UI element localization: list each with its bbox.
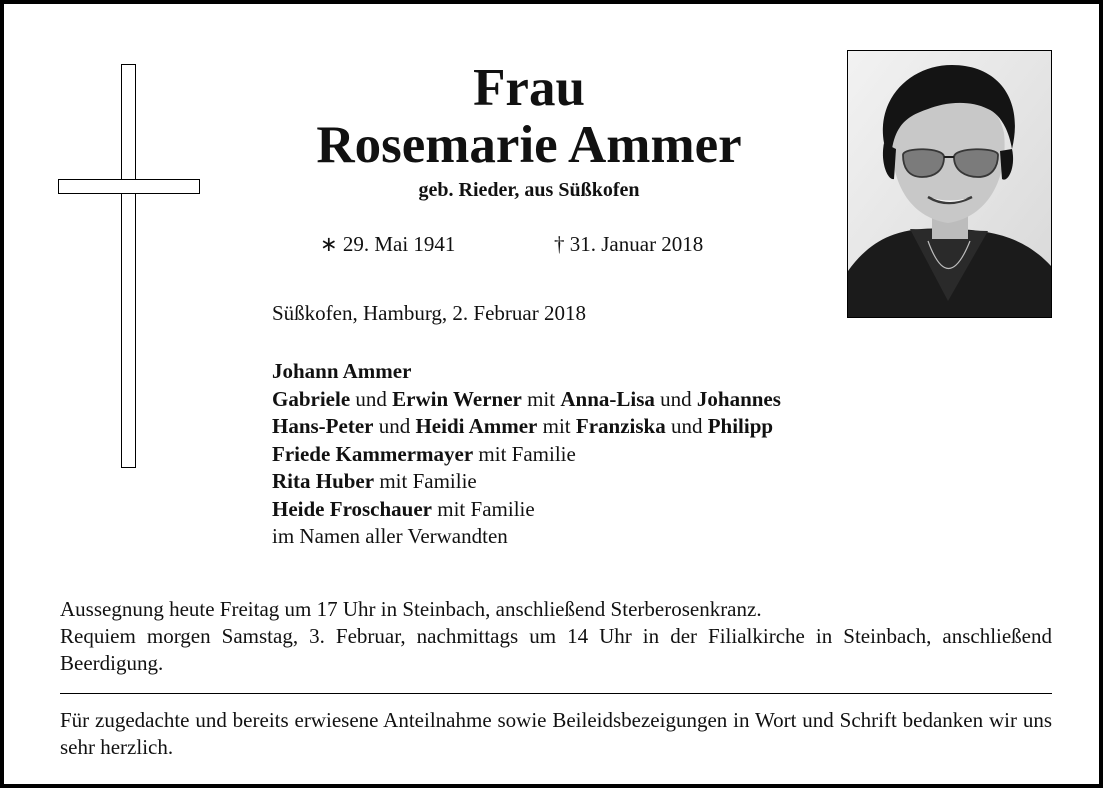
mourner-name: Erwin Werner [392,386,522,411]
deceased-name: Rosemarie Ammer [316,116,742,174]
heading-block [234,60,824,202]
mourner-name: Franziska [575,414,666,438]
cross-vertical-beam [121,64,136,468]
mourner-name: Johannes [696,386,781,411]
place-and-date: Süßkofen, Hamburg, 2. Februar 2018 [272,301,586,325]
cross-intersection [123,181,135,193]
mourner-name: Heide Froschauer [272,496,433,521]
requiem-line: Requiem morgen Samstag, 3. Februar, nachmittags um 14 Uhr in der Filialkirche in Steinbach, anschließend Beerdigung. [60,624,1052,675]
mourner-connector: mit Familie [473,441,576,466]
mourner-connector: und [654,386,697,411]
thanks-text: Für zugedachte und bereits erwiesene Anteilnahme sowie Beileidsbezeigungen in Wort und Schrift bedanken wir uns sehr herzlich. [60,708,1052,759]
blessing-line: Aussegnung heute Freitag um 17 Uhr in Steinbach, anschließend Sterberosenkranz. [60,597,762,621]
mourner-name: Hans-Peter [272,414,374,438]
portrait-photo [847,50,1052,318]
mourner-connector: und [350,386,393,411]
mourner-name: Anna-Lisa [560,386,655,411]
service-info [60,596,1052,677]
divider [60,693,1052,694]
mourner-line [272,496,781,524]
mourner-line [272,413,781,441]
mourner-name: Heidi Ammer [415,414,538,438]
mourner-connector: im Namen aller Verwandten [272,524,508,548]
mourner-line [272,468,781,496]
maiden-name-origin: geb. Rieder, aus Süßkofen [418,179,640,201]
mourner-name: Rita Huber [272,469,375,493]
mourner-line [272,386,781,414]
death-date: † 31. Januar 2018 [554,232,704,256]
mourner-connector: mit Familie [374,469,477,493]
mourners-list [272,358,781,551]
mourner-connector: mit [521,386,561,411]
mourner-connector: und [665,414,708,438]
mourner-connector: mit Familie [432,496,535,521]
portrait-illustration [848,51,1051,317]
mourner-line [272,441,781,469]
mourner-connector: und [373,414,416,438]
mourner-name: Gabriele [272,386,351,411]
birth-date: ∗ 29. Mai 1941 [320,232,456,256]
mourner-name: Johann Ammer [272,359,412,383]
mourner-name: Philipp [707,414,774,438]
mourner-connector: mit [537,414,576,438]
mourner-name: Friede Kammermayer [272,441,474,466]
mourner-line [272,358,781,386]
honorific: Frau [473,59,585,117]
mourner-line [272,523,781,551]
